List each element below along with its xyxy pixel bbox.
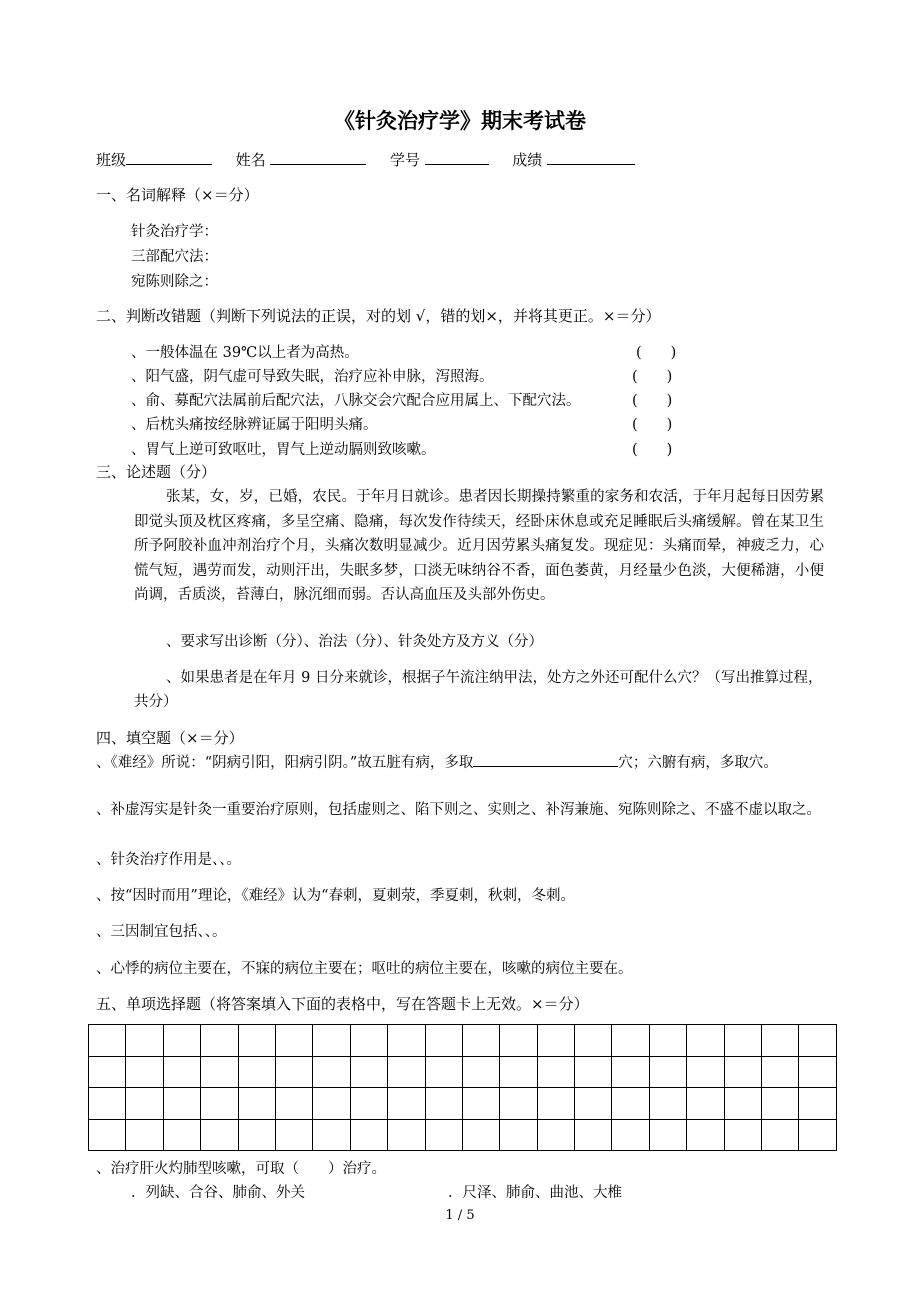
answer-cell[interactable] <box>313 1119 350 1151</box>
answer-cell[interactable] <box>500 1119 537 1151</box>
answer-cell[interactable] <box>462 1056 499 1088</box>
answer-cell[interactable] <box>500 1025 537 1057</box>
answer-cell[interactable] <box>425 1025 462 1057</box>
answer-cell[interactable] <box>762 1088 799 1120</box>
judge-item-3: 、俞、募配穴法属前后配穴法，八脉交会穴配合应用属上、下配穴法。 <box>131 393 581 409</box>
term-2: 三部配穴法： <box>131 249 218 265</box>
answer-cell[interactable] <box>462 1025 499 1057</box>
answer-cell[interactable] <box>275 1056 312 1088</box>
fill-item-3: 、针灸治疗作用是、、。 <box>96 852 241 868</box>
judge-answer-3[interactable]: ( ) <box>632 393 673 409</box>
answer-cell[interactable] <box>537 1088 574 1120</box>
answer-cell[interactable] <box>275 1088 312 1120</box>
answer-cell[interactable] <box>575 1056 612 1088</box>
answer-cell[interactable] <box>649 1119 686 1151</box>
score-label: 成绩 <box>512 151 543 169</box>
judge-answer-1[interactable]: ( ) <box>636 345 677 361</box>
section-2-heading: 二、判断改错题（判断下列说法的正误，对的划 √，错的划×，并将其更正。×＝分） <box>96 307 661 325</box>
class-label: 班级 <box>96 151 127 169</box>
choice-question-1: 、治疗肝火灼肺型咳嗽，可取（ ）治疗。 <box>96 1161 386 1177</box>
answer-cell[interactable] <box>163 1119 200 1151</box>
student-info-row <box>96 149 635 170</box>
fill-blank-1[interactable] <box>473 754 618 767</box>
page-title: 《针灸治疗学》期末考试卷 <box>334 108 586 133</box>
answer-cell[interactable] <box>126 1088 163 1120</box>
name-field[interactable] <box>270 150 366 165</box>
term-3: 宛陈则除之： <box>131 274 218 290</box>
section-1-heading: 一、名词解释（×＝分） <box>96 186 259 204</box>
answer-cell[interactable] <box>201 1119 238 1151</box>
answer-cell[interactable] <box>275 1119 312 1151</box>
answer-cell[interactable] <box>126 1056 163 1088</box>
answer-cell[interactable] <box>238 1088 275 1120</box>
answer-grid-row <box>89 1088 837 1120</box>
answer-cell[interactable] <box>687 1119 724 1151</box>
answer-cell[interactable] <box>163 1056 200 1088</box>
essay-question-1: 、要求写出诊断（分）、治法（分）、针灸处方及方义（分） <box>166 634 543 650</box>
fill-item-2: 、补虚泻实是针灸一重要治疗原则，包括虚则之、陷下则之、实则之、补泻兼施、宛陈则除之、不盛不虚以取之。 <box>96 802 821 818</box>
answer-cell[interactable] <box>313 1056 350 1088</box>
class-field[interactable] <box>126 150 212 165</box>
fill-item-5-text-a: 、三因 <box>96 924 140 940</box>
fill-item-6: 、心悸的病位主要在，不寐的病位主要在；呕吐的病位主要在，咳嗽的病位主要在。 <box>96 961 633 977</box>
answer-cell[interactable] <box>724 1088 761 1120</box>
answer-cell[interactable] <box>201 1056 238 1088</box>
judge-item-4: 、后枕头痛按经脉辨证属于阳明头痛。 <box>131 417 378 433</box>
answer-cell[interactable] <box>612 1088 649 1120</box>
answer-cell[interactable] <box>575 1025 612 1057</box>
answer-cell[interactable] <box>575 1088 612 1120</box>
answer-cell[interactable] <box>350 1119 387 1151</box>
answer-cell[interactable] <box>350 1025 387 1057</box>
answer-cell[interactable] <box>388 1025 425 1057</box>
page-number: 1 / 5 <box>445 1208 475 1223</box>
judge-item-1: 、一般体温在 39℃以上者为高热。 <box>131 345 359 361</box>
judge-answer-4[interactable]: ( ) <box>632 417 673 433</box>
answer-cell[interactable] <box>462 1088 499 1120</box>
answer-grid-row <box>89 1025 837 1057</box>
answer-cell[interactable] <box>126 1119 163 1151</box>
answer-cell[interactable] <box>425 1056 462 1088</box>
answer-cell[interactable] <box>799 1088 837 1120</box>
answer-cell[interactable] <box>238 1025 275 1057</box>
answer-cell[interactable] <box>612 1056 649 1088</box>
answer-cell[interactable] <box>799 1119 837 1151</box>
answer-cell[interactable] <box>537 1025 574 1057</box>
answer-cell[interactable] <box>388 1088 425 1120</box>
answer-grid-row <box>89 1119 837 1151</box>
answer-cell[interactable] <box>388 1056 425 1088</box>
section-3-heading: 三、论述题（分） <box>96 463 217 481</box>
judge-answer-2[interactable]: ( ) <box>632 369 673 385</box>
answer-cell[interactable] <box>89 1025 126 1057</box>
answer-cell[interactable] <box>163 1025 200 1057</box>
answer-cell[interactable] <box>612 1119 649 1151</box>
answer-cell[interactable] <box>89 1088 126 1120</box>
answer-grid-row <box>89 1056 837 1088</box>
answer-cell[interactable] <box>462 1119 499 1151</box>
answer-cell[interactable] <box>89 1119 126 1151</box>
choice-option-b[interactable]: ．尺泽、肺俞、曲池、大椎 <box>448 1185 622 1201</box>
answer-cell[interactable] <box>762 1119 799 1151</box>
score-field[interactable] <box>547 150 635 165</box>
fill-item-5 <box>96 920 227 941</box>
answer-cell[interactable] <box>687 1025 724 1057</box>
student-id-field[interactable] <box>425 150 489 165</box>
answer-cell[interactable] <box>275 1025 312 1057</box>
answer-cell[interactable] <box>537 1056 574 1088</box>
answer-cell[interactable] <box>313 1025 350 1057</box>
answer-cell[interactable] <box>724 1056 761 1088</box>
fill-item-5-text-b: 制宜包括 <box>139 924 198 940</box>
judge-item-5: 、胃气上逆可致呕吐，胃气上逆动膈则致咳嗽。 <box>131 442 436 458</box>
answer-cell[interactable] <box>500 1088 537 1120</box>
answer-cell[interactable] <box>799 1056 837 1088</box>
section-5-heading: 五、单项选择题（将答案填入下面的表格中，写在答题卡上无效。×＝分） <box>96 995 589 1013</box>
answer-cell[interactable] <box>201 1025 238 1057</box>
case-description: 张某，女，岁，已婚，农民。于年月日就诊。患者因长期操持繁重的家务和农活，于年月起每日因劳累即觉头顶及枕区疼痛，多呈空痛、隐痛，每次发作待续天，经卧床休息或充足睡眠后头痛缓解。曾在某卫生所予阿胶补血冲剂治疗个月，头痛次数明显减少。近月因劳累头痛复发。现症见：头痛而晕，神疲乏力，心慌气短，遇劳而发，动则汗出，失眠多梦，口淡无味纳谷不香，面色萎黄，月经量少色淡，大便稀溏，小便尚调，舌质淡，苔薄白，脉沉细而弱。否认高血压及头部外伤史。 <box>134 489 824 604</box>
answer-cell[interactable] <box>350 1056 387 1088</box>
essay-question-2: 、如果患者是在年月 9 日分来就诊，根据子午流注纳甲法，处方之外还可配什么穴？（写出推算过程，共分） <box>134 670 823 710</box>
answer-cell[interactable] <box>575 1119 612 1151</box>
answer-cell[interactable] <box>201 1088 238 1120</box>
answer-cell[interactable] <box>126 1025 163 1057</box>
answer-cell[interactable] <box>350 1088 387 1120</box>
section-4-heading: 四、填空题（×＝分） <box>96 729 244 747</box>
answer-cell[interactable] <box>238 1056 275 1088</box>
fill-item-1 <box>96 751 832 775</box>
answer-cell[interactable] <box>762 1025 799 1057</box>
fill-item-5-text-c: 、、。 <box>197 924 227 940</box>
judge-item-2: 、阳气盛，阴气虚可导致失眠，治疗应补申脉，泻照海。 <box>131 369 494 385</box>
answer-cell[interactable] <box>799 1025 837 1057</box>
answer-cell[interactable] <box>687 1088 724 1120</box>
fill-item-1-text-a: 、《难经》所说：“阴病引阳，阳病引阴。”故五脏有病，多取 <box>96 755 474 771</box>
answer-cell[interactable] <box>425 1088 462 1120</box>
student-id-label: 学号 <box>389 151 420 169</box>
judge-answer-5[interactable]: ( ) <box>632 442 673 458</box>
answer-cell[interactable] <box>425 1119 462 1151</box>
fill-item-1-text-b: 穴；六腑有病，多取穴。 <box>618 755 778 771</box>
fill-item-4: 、按“因时而用”理论，《难经》认为“春刺，夏刺荥，季夏刺，秋刺，冬刺。 <box>96 888 575 904</box>
answer-cell[interactable] <box>238 1119 275 1151</box>
answer-cell[interactable] <box>612 1025 649 1057</box>
answer-cell[interactable] <box>537 1119 574 1151</box>
answer-cell[interactable] <box>649 1088 686 1120</box>
answer-cell[interactable] <box>724 1025 761 1057</box>
answer-cell[interactable] <box>649 1025 686 1057</box>
answer-cell[interactable] <box>313 1088 350 1120</box>
answer-cell[interactable] <box>163 1088 200 1120</box>
answer-cell[interactable] <box>388 1119 425 1151</box>
name-label: 姓名 <box>235 151 266 169</box>
answer-cell[interactable] <box>724 1119 761 1151</box>
answer-cell[interactable] <box>687 1056 724 1088</box>
answer-cell[interactable] <box>762 1056 799 1088</box>
choice-option-a[interactable]: ．列缺、合谷、肺俞、外关 <box>131 1185 305 1201</box>
answer-cell[interactable] <box>649 1056 686 1088</box>
answer-grid <box>88 1024 837 1151</box>
answer-cell[interactable] <box>89 1056 126 1088</box>
answer-cell[interactable] <box>500 1056 537 1088</box>
term-1: 针灸治疗学： <box>131 224 218 240</box>
